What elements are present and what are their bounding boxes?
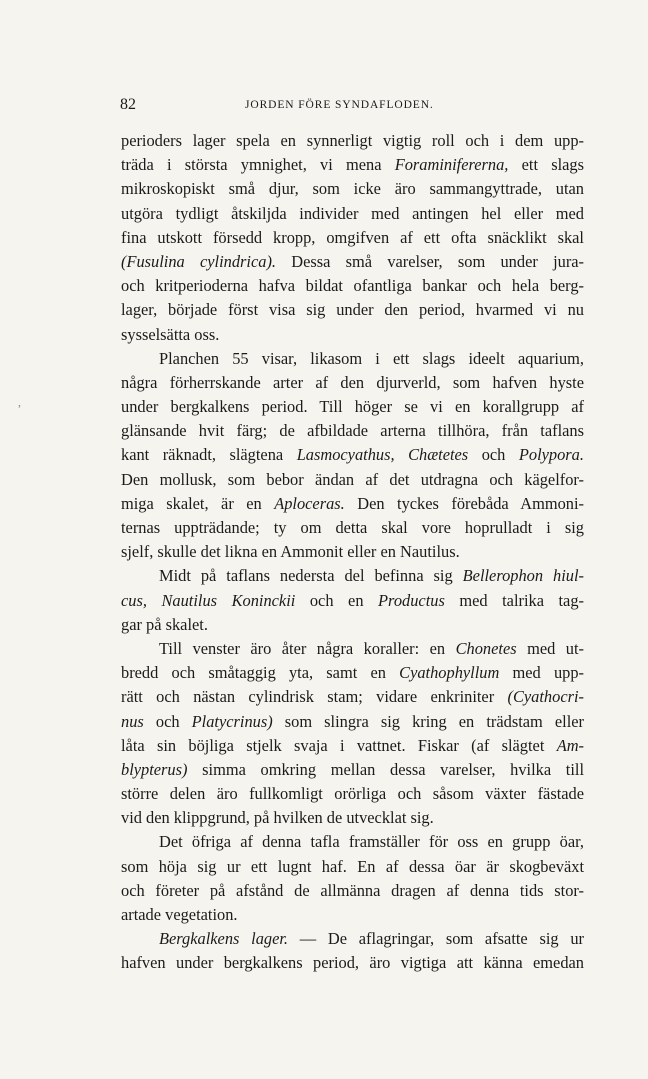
text-line xyxy=(121,758,584,782)
italic-text: Productus xyxy=(378,590,445,610)
italic-text: blypterus) xyxy=(121,759,188,779)
text-segment: vid den klippgrund, på hvilken de utvecklat sig. xyxy=(121,808,434,828)
italic-text: Chonetes xyxy=(455,638,517,658)
text-segment: miga skalet, är en xyxy=(121,493,275,513)
text-segment: några förherrskande arter af den djurverld, som hafven hyste xyxy=(121,372,584,392)
text-line xyxy=(121,637,584,661)
text-line xyxy=(121,419,584,443)
text-segment: simma omkring mellan dessa varelser, hvilka till xyxy=(187,759,584,779)
text-segment: utgöra tydligt åtskiljda individer med antingen hel eller med xyxy=(121,203,584,223)
text-line xyxy=(121,443,584,467)
text-segment: perioders lager spela en synnerligt vigtig roll och i dem upp- xyxy=(121,131,584,150)
text-segment: och företer på afstånd de allmänna dragen af denna tids stor- xyxy=(121,880,584,900)
text-line xyxy=(121,830,584,854)
text-segment: — De aflagringar, som afsatte sig ur xyxy=(288,929,584,949)
text-segment: Den tyckes förebåda Ammoni- xyxy=(344,493,584,513)
text-line xyxy=(121,468,584,492)
italic-text: (Fusulina cylindrica). xyxy=(121,251,277,271)
italic-text: Lasmocyathus, Chætetes xyxy=(296,445,469,465)
text-segment: gar på skalet. xyxy=(121,614,208,634)
text-line xyxy=(121,661,584,685)
text-line xyxy=(121,951,584,975)
text-segment: med talrika tag- xyxy=(444,590,584,610)
text-segment: Det öfriga af denna tafla framställer för oss en grupp öar, xyxy=(159,832,584,852)
page-number: 82 xyxy=(120,96,136,113)
text-line xyxy=(121,226,584,250)
text-line xyxy=(121,589,584,613)
text-segment: ett slags xyxy=(508,155,585,175)
text-segment: med upp- xyxy=(499,663,584,683)
text-line xyxy=(121,855,584,879)
text-line xyxy=(121,323,584,347)
text-segment: hafven under bergkalkens period, äro vigtiga att känna emedan xyxy=(121,953,584,973)
italic-text: (Cyathocri- xyxy=(507,687,584,707)
text-line xyxy=(121,516,584,540)
text-segment: mikroskopiskt små djur, som icke äro sammangyttrade, utan xyxy=(121,179,584,199)
text-segment: artade vegetation. xyxy=(121,905,238,924)
text-line xyxy=(121,129,584,153)
italic-text: Polypora. xyxy=(518,445,584,465)
text-line xyxy=(121,298,584,322)
text-line xyxy=(121,903,584,927)
text-segment: ternas uppträdande; ty om detta skal vore hoprulladt i sig xyxy=(121,518,584,537)
margin-speck: , xyxy=(18,395,21,409)
text-line xyxy=(121,806,584,830)
text-segment: och xyxy=(143,711,192,731)
text-segment: Den mollusk, som bebor ändan af det utdragna och kägelfor- xyxy=(121,469,584,489)
text-line xyxy=(121,734,584,758)
text-segment: som höja sig ur ett lugnt haf. En af dessa öar är skogbeväxt xyxy=(121,856,584,876)
text-segment: låta sin böjliga stjelk svaja i vattnet. Fiskar (af slägtet xyxy=(121,735,557,755)
text-line xyxy=(121,710,584,734)
italic-text: cus, Nautilus Koninckii xyxy=(121,590,296,610)
text-segment: sysselsätta oss. xyxy=(121,324,220,344)
body-text xyxy=(121,129,584,976)
text-line xyxy=(121,927,584,951)
text-segment: Dessa små varelser, som under jura- xyxy=(276,251,585,271)
text-line xyxy=(121,153,584,177)
text-segment: större delen äro fullkomligt orörliga och såsom växter fästade xyxy=(121,784,584,804)
text-segment: och en xyxy=(295,590,379,610)
text-line xyxy=(121,177,584,201)
running-head xyxy=(120,96,590,118)
text-line xyxy=(121,564,584,588)
text-line xyxy=(121,274,584,298)
italic-text: Platycrinus) xyxy=(191,711,273,731)
text-segment: fina utskott försedd kropp, omgifven af ett ofta snäcklikt skal xyxy=(121,227,584,247)
text-line xyxy=(121,395,584,419)
running-title: JORDEN FÖRE SYNDAFLODEN. xyxy=(245,99,434,111)
text-line xyxy=(121,613,584,637)
text-segment: träda i största ymnighet, vi mena xyxy=(121,155,395,175)
text-line xyxy=(121,347,584,371)
text-segment: kant räknadt, slägtena xyxy=(121,445,297,465)
text-segment: Till venster äro åter några koraller: en xyxy=(159,638,456,658)
text-segment: rätt och nästan cylindrisk stam; vidare enkriniter xyxy=(121,687,508,707)
italic-text: Am- xyxy=(556,735,584,755)
text-line xyxy=(121,371,584,395)
italic-text: Bergkalkens lager. xyxy=(159,929,289,949)
text-segment: med ut- xyxy=(516,638,584,658)
text-segment: Planchen 55 visar, likasom i ett slags ideelt aquarium, xyxy=(159,348,584,368)
text-line xyxy=(121,492,584,516)
text-segment: och kritperioderna hafva bildat ofantliga bankar och hela berg- xyxy=(121,276,584,296)
text-segment: lager, började först visa sig under den period, hvarmed vi nu xyxy=(121,300,584,320)
text-segment: och xyxy=(468,445,519,465)
text-segment: under bergkalkens period. Till höger se vi en korallgrupp af xyxy=(121,397,584,417)
text-line xyxy=(121,250,584,274)
italic-text: Cyathophyllum xyxy=(399,663,500,683)
text-line xyxy=(121,879,584,903)
text-segment: Midt på taflans nedersta del befinna sig xyxy=(159,566,463,586)
text-segment: bredd och småtaggig yta, samt en xyxy=(121,663,400,683)
text-line xyxy=(121,202,584,226)
italic-text: Foraminifererna, xyxy=(394,155,509,175)
text-segment: sjelf, skulle det likna en Ammonit eller en Nautilus. xyxy=(121,542,460,562)
text-line xyxy=(121,782,584,806)
italic-text: nus xyxy=(121,711,144,731)
text-segment: som slingra sig kring en trädstam eller xyxy=(272,711,584,731)
text-line xyxy=(121,540,584,564)
italic-text: Bellerophon hiul- xyxy=(462,566,584,586)
text-line xyxy=(121,685,584,709)
text-segment: glänsande hvit färg; de afbildade arterna tillhöra, från taflans xyxy=(121,421,584,441)
italic-text: Aploceras. xyxy=(274,493,345,513)
